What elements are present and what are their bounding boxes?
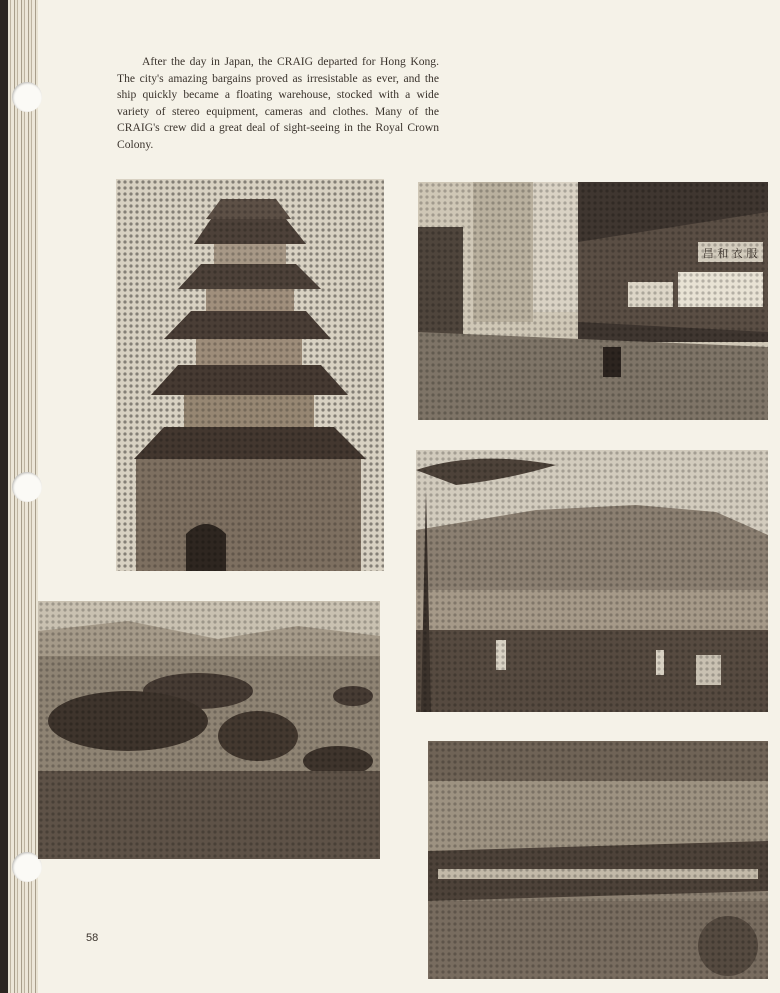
shoreline-image: [38, 601, 380, 859]
shoreline-photo: [38, 601, 380, 859]
harbor-photo: [416, 450, 768, 712]
street-photo: [418, 182, 768, 420]
pagoda-image: [116, 179, 384, 571]
binder-hole-top: [12, 82, 42, 112]
page-number: 58: [86, 932, 99, 944]
bay-image: [428, 741, 768, 979]
pagoda-photo: [116, 179, 384, 571]
body-paragraph: After the day in Japan, the CRAIG departed for Hong Kong. The city's amazing bargains proved as irresistable as ever, and the ship quickly became a floating warehouse, stocked with a wide variety of stereo equipment, cameras and clothes. Many of the CRAIG's crew did a great deal of sight-seeing in the Royal Crown Colony.: [117, 55, 439, 151]
harbor-image: [416, 450, 768, 712]
binder-hole-middle: [12, 472, 42, 502]
binder-spine: [0, 0, 8, 993]
street-image: [418, 182, 768, 420]
bay-photo: [428, 741, 768, 979]
